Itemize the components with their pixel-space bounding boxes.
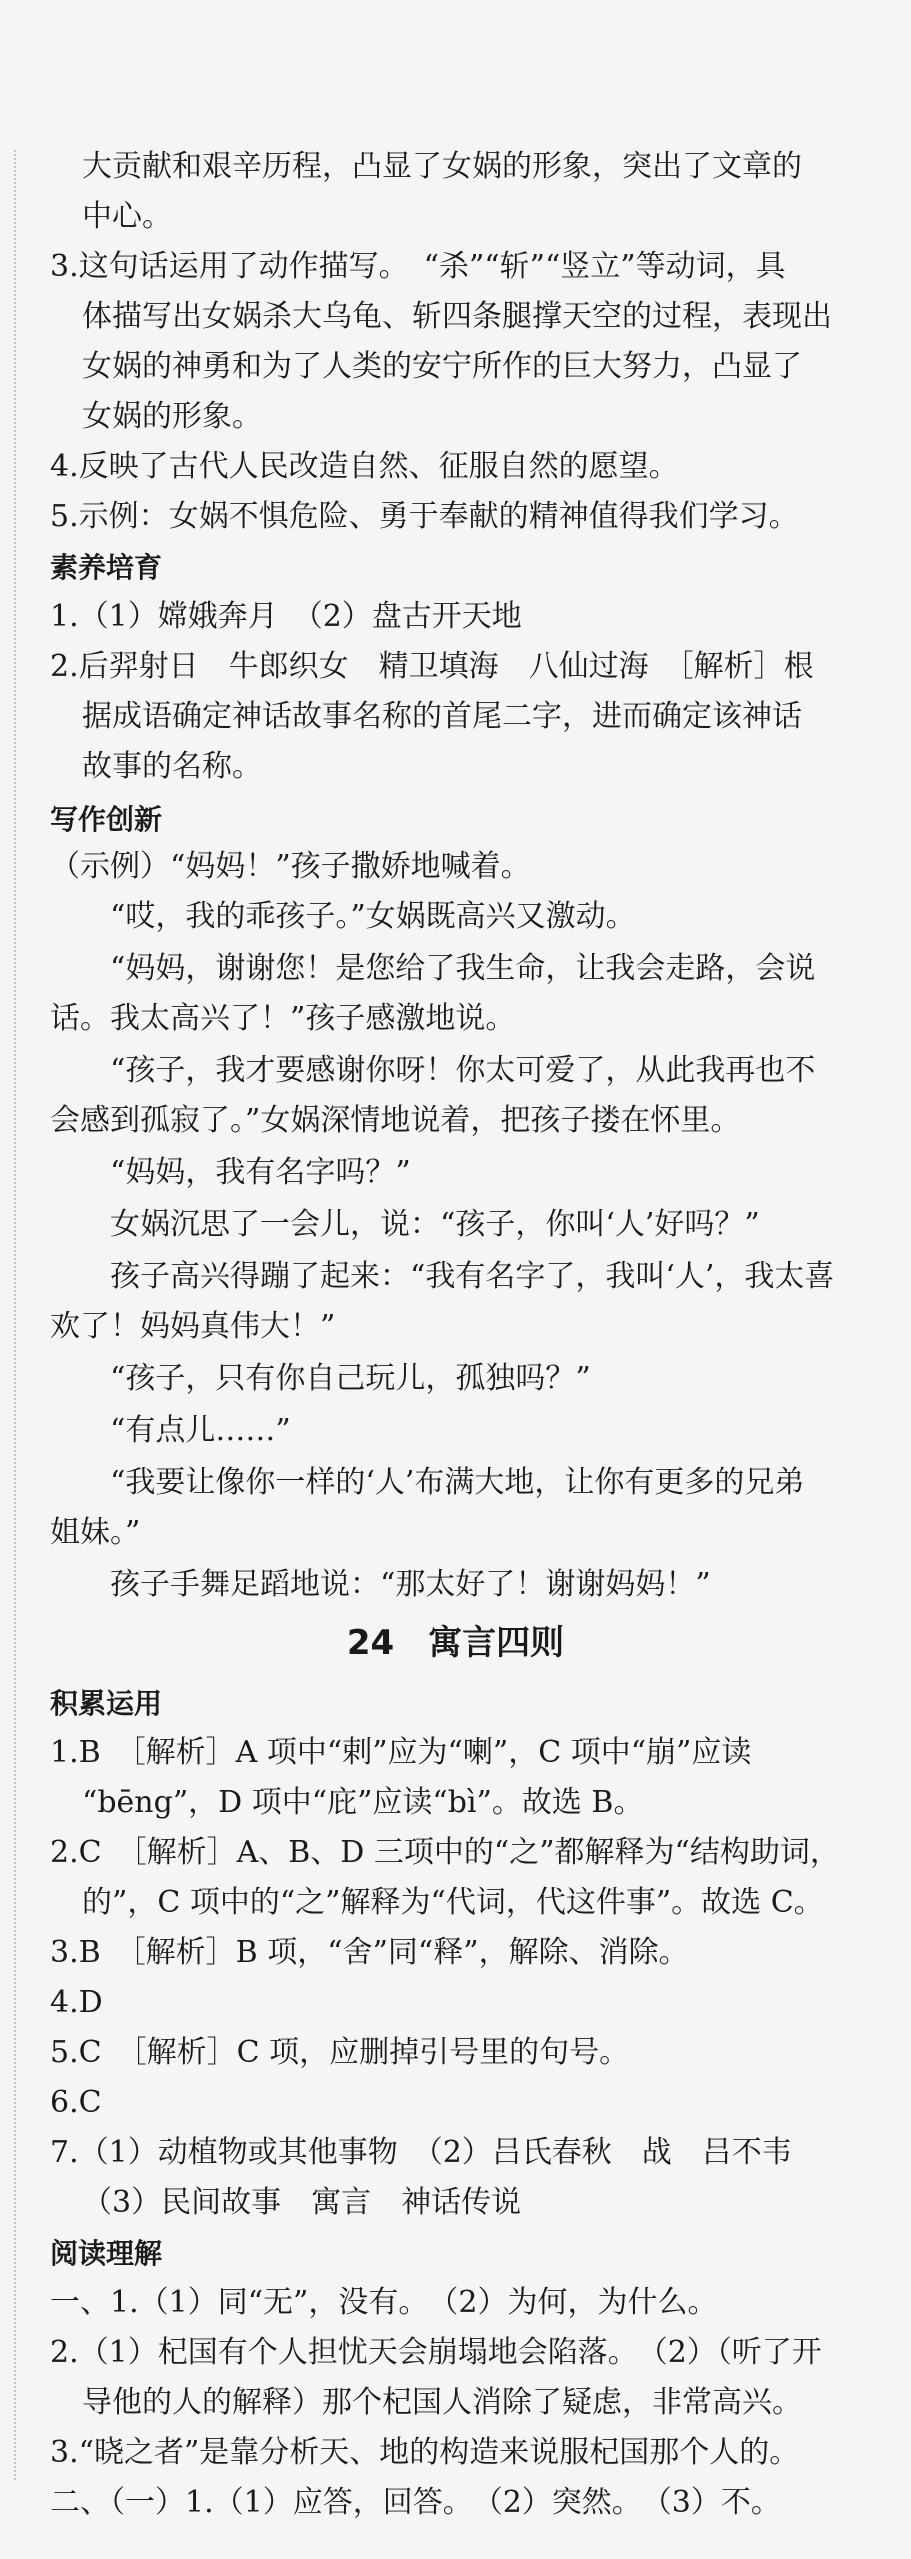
text-line: 女娲沉思了一会儿，说：“孩子，你叫‘人’好吗？” bbox=[110, 1207, 760, 1242]
text-line: 的”，C 项中的“之”解释为“代词，代这件事”。故选 C。 bbox=[82, 1885, 824, 1920]
text-line: 4.反映了古代人民改造自然、征服自然的愿望。 bbox=[50, 449, 679, 484]
text-line: 1.（1）嫦娥奔月 （2）盘古开天地 bbox=[50, 599, 522, 634]
text-line: 2.C ［解析］A、B、D 三项中的“之”都解释为“结构助词， bbox=[50, 1835, 840, 1870]
margin-dotted-line bbox=[14, 150, 16, 2480]
text-line: 中心。 bbox=[82, 199, 172, 234]
lesson-title: 24 寓言四则 bbox=[346, 1623, 565, 1663]
text-line: 3.B ［解析］B 项，“舍”同“释”，解除、消除。 bbox=[50, 1935, 689, 1970]
text-line: 女娲的形象。 bbox=[82, 399, 262, 434]
text-line: 会感到孤寂了。”女娲深情地说着，把孩子搂在怀里。 bbox=[50, 1103, 741, 1138]
text-line: “孩子，我才要感谢你呀！你太可爱了，从此我再也不 bbox=[110, 1053, 816, 1088]
text-line: “妈妈，谢谢您！是您给了我生命，让我会走路，会说 bbox=[110, 951, 816, 986]
text-line: 3.这句话运用了动作描写。 “杀”“斩”“竖立”等动词，具 bbox=[50, 249, 786, 284]
section-heading: 写作创新 bbox=[50, 803, 163, 836]
text-line: 体描写出女娲杀大乌龟、斩四条腿撑天空的过程，表现出 bbox=[82, 299, 832, 334]
text-line: 6.C bbox=[50, 2085, 102, 2120]
text-line: （3）民间故事 寓言 神话传说 bbox=[82, 2185, 522, 2220]
text-line: 导他的人的解释）那个杞国人消除了疑虑，非常高兴。 bbox=[82, 2385, 802, 2420]
text-line: 女娲的神勇和为了人类的安宁所作的巨大努力，凸显了 bbox=[82, 349, 802, 384]
text-line: （示例）“妈妈！”孩子撒娇地喊着。 bbox=[50, 849, 531, 884]
text-line: 2.（1）杞国有个人担忧天会崩塌地会陷落。 （2）（听了开 bbox=[50, 2335, 822, 2370]
section-heading: 阅读理解 bbox=[50, 2237, 163, 2270]
text-line: “bēng”，D 项中“庇”应读“bì”。故选 B。 bbox=[82, 1785, 644, 1820]
text-line: 话。我太高兴了！”孩子感激地说。 bbox=[50, 1001, 516, 1036]
text-line: 故事的名称。 bbox=[82, 749, 262, 784]
text-line: 7.（1）动植物或其他事物 （2）吕氏春秋 战 吕不韦 bbox=[50, 2135, 792, 2170]
text-line: 1.B ［解析］A 项中“剌”应为“喇”，C 项中“崩”应读 bbox=[50, 1735, 752, 1770]
text-line: 5.示例：女娲不惧危险、勇于奉献的精神值得我们学习。 bbox=[50, 499, 799, 534]
text-line: 3.“晓之者”是靠分析天、地的构造来说服杞国那个人的。 bbox=[50, 2435, 800, 2470]
text-line: 一、1.（1）同“无”，没有。 （2）为何，为什么。 bbox=[50, 2285, 718, 2320]
text-line: 4.D bbox=[50, 1985, 103, 2020]
section-heading: 素养培育 bbox=[50, 551, 163, 584]
text-line: 据成语确定神话故事名称的首尾二字，进而确定该神话 bbox=[82, 699, 802, 734]
text-line: “妈妈，我有名字吗？” bbox=[110, 1155, 411, 1190]
text-line: 大贡献和艰辛历程，凸显了女娲的形象，突出了文章的 bbox=[82, 149, 802, 184]
text-line: 孩子高兴得蹦了起来：“我有名字了，我叫‘人’，我太喜 bbox=[110, 1259, 835, 1294]
text-line: “有点儿……” bbox=[110, 1413, 291, 1448]
text-line: 2.后羿射日 牛郎织女 精卫填海 八仙过海 ［解析］根 bbox=[50, 649, 814, 684]
text-line: “我要让像你一样的‘人’布满大地，让你有更多的兄弟 bbox=[110, 1465, 805, 1500]
text-line: 5.C ［解析］C 项，应删掉引号里的句号。 bbox=[50, 2035, 630, 2070]
text-line: “孩子，只有你自己玩儿，孤独吗？” bbox=[110, 1361, 591, 1396]
text-line: 欢了！妈妈真伟大！” bbox=[50, 1309, 336, 1344]
section-heading: 积累运用 bbox=[50, 1687, 163, 1720]
text-line: 孩子手舞足蹈地说：“那太好了！谢谢妈妈！” bbox=[110, 1567, 711, 1602]
text-line: 姐妹。” bbox=[50, 1515, 141, 1550]
text-line: “哎，我的乖孩子。”女娲既高兴又激动。 bbox=[110, 899, 636, 934]
text-line: 二、（一）1.（1）应答，回答。 （2）突然。 （3）不。 bbox=[50, 2485, 781, 2520]
